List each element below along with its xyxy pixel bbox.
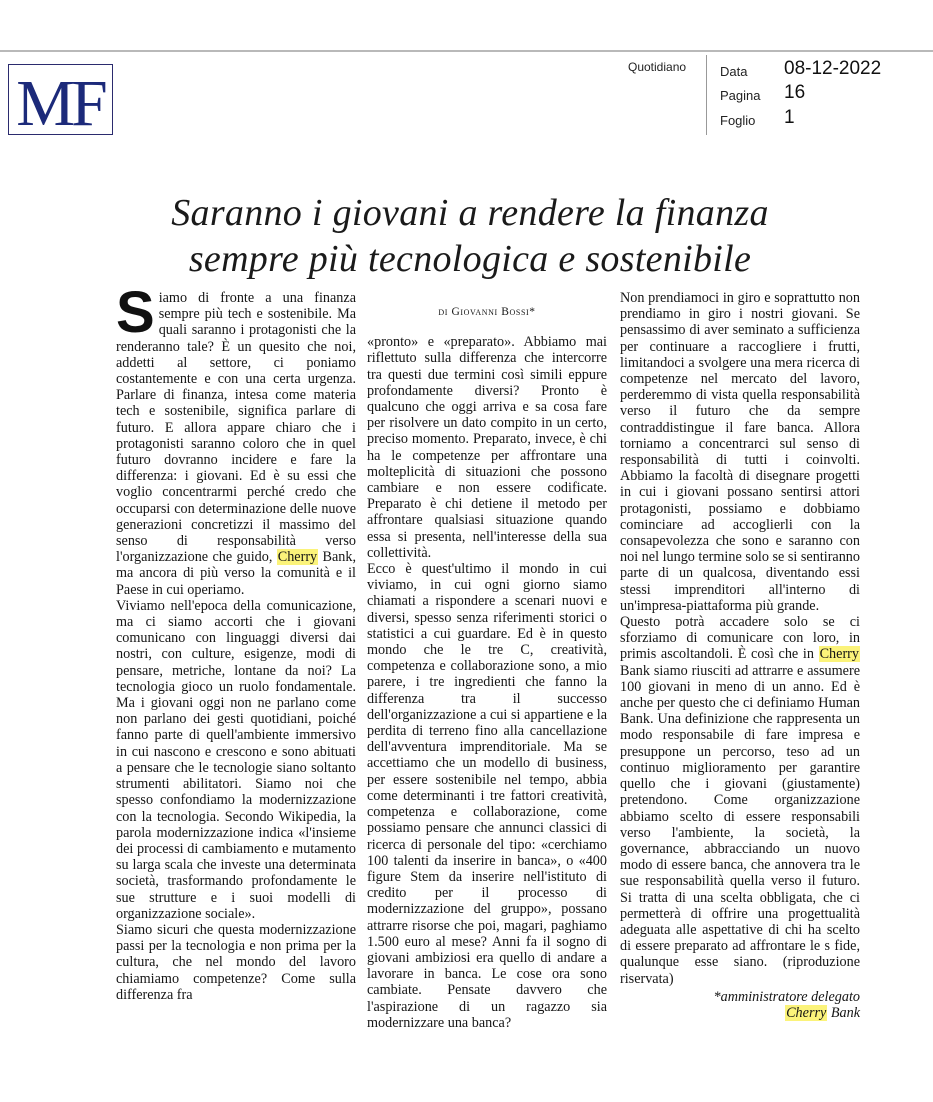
- top-divider: [0, 50, 933, 52]
- paragraph: [116, 280, 356, 598]
- byline-author: Giovanni Bossi*: [451, 306, 536, 318]
- signature: [620, 1005, 860, 1021]
- article-column-2: [367, 290, 607, 1031]
- publication-type: Quotidiano: [628, 60, 687, 74]
- brand-highlight: Cherry: [819, 646, 859, 663]
- paragraph: Siamo sicuri che questa modernizzazione passi per la tecnologia e non prima per la cultura, che nel mondo del lavoro chiamiamo competenze? Come sulla differenza fra: [116, 921, 356, 1003]
- article-headline: [120, 190, 820, 282]
- svg-text:MF: MF: [16, 67, 104, 134]
- signature-role: *amministratore delegato: [713, 988, 860, 1005]
- date-value: 08-12-2022: [784, 58, 882, 79]
- headline-line-1: Saranno i giovani a rendere la finanza: [171, 192, 769, 234]
- brand-highlight: Cherry: [277, 549, 318, 566]
- article-column-1: [116, 280, 356, 1003]
- date-label: Data: [720, 64, 748, 79]
- mf-logo: [8, 64, 113, 135]
- article-column-3: [620, 290, 860, 1021]
- paragraph: «pronto» e «preparato». Abbiamo mai riflettuto sulla differenza che intercorre tra questi due termini così simili eppure profondamente diversi? Pronto è qualcuno che oggi arriva e sa cosa fare per risolvere un dato compito in un certo, preciso momento. Preparato, invece, è chi ha le competenze per affrontare una molteplicità di situazioni che possono cambiare e non essere codificate. Preparato è chi detiene il metodo per affrontare qualsiasi situazione quando essa si presenta, nell'interesse della sua collettività.: [367, 334, 607, 561]
- signature-bank: Bank: [827, 1004, 860, 1021]
- page-value: 16: [784, 82, 806, 103]
- meta-divider: [706, 55, 707, 135]
- drop-cap: S: [116, 280, 155, 345]
- sheet-value: 1: [784, 107, 795, 128]
- paragraph-text: iamo di fronte a una finanza sempre più tech e sostenibile. Ma quali saranno i protagonisti che la renderanno tale? È un quesito che noi, addetti al settore, ci poniamo costantemente e con una certa urgenza. Parlare di finanza, intesa come materia tech e sostenibile, significa parlare di futuro. E allora appare chiaro che i protagonisti saranno coloro che in quel futuro dovranno incidere e fare la differenza: i giovani. Ed è su essi che voglio concentrarmi perché credo che occuparsi con determinazione delle nuove generazioni concretizzi il massimo del senso di responsabilità verso l'organizzazione che guido,: [116, 290, 356, 566]
- byline-prefix: di: [438, 306, 452, 318]
- paragraph-text: Questo potrà accadere solo se ci sforziamo di comunicare con loro, in primis ascoltandoli. È così che in: [620, 614, 860, 663]
- paragraph: [620, 614, 860, 987]
- brand-highlight: Cherry: [786, 1004, 827, 1021]
- paragraph: Viviamo nell'epoca della comunicazione, ma ci siamo accorti che i giovani comunicano con linguaggi diversi dai nostri, con culture, esigenze, modi di pensare, metriche, lontane da noi? La tecnologia gioco un ruolo fondamentale. Ma i giovani oggi non ne parlano come non parlano dei gesti quotidiani, poiché fanno parte di quell'ambiente immersivo in cui nascono e crescono e sono abituati a pensare che le tecnologie siano soltanto strumenti abilitatori. Siamo noi che spesso confondiamo la modernizzazione con la tecnologia. Secondo Wikipedia, la parola modernizzazione indica «l'insieme dei processi di cambiamento e mutamento su larga scala che investe una determinata società, trasformando profondamente le sue strutture e i suoi modelli di organizzazione sociale».: [116, 597, 356, 922]
- sheet-label: Foglio: [720, 113, 756, 128]
- paragraph: Ecco è quest'ultimo il mondo in cui viviamo, in cui ogni giorno siamo chiamati a rispondere a scenari nuovi e diversi, spesso senza riferimenti storici o statistici a cui guardare. Ed è in questo mondo che le tre C, creatività, competenza e collaborazione sono, a mio parere, i tre ingredienti che fanno la differenza tra il successo dell'organizzazione a cui si appartiene e la perdita di terreno fino alla cancellazione dell'avventura imprenditoriale. Ma se accettiamo che un modello di business, per essere sostenibile nel tempo, abbia come determinanti i tre fattori creatività, competenza e collaborazione, come possiamo pensare che annunci classici di ricerca di personale del tipo: «cerchiamo 100 talenti da inserire in banca», o «400 figure Stem da inserire nell'istituto di credito per il processo di modernizzazione del gruppo», possano attrarre risorse che poi, magari, paghiamo 1.500 euro al mese? Anni fa il sogno di giovani ambiziosi era quello di andare a lavorare in banca. Le cose ora sono cambiate. Pensate davvero che l'aspirazione di un ragazzo sia modernizzare una banca?: [367, 561, 607, 1031]
- byline: [367, 304, 607, 320]
- page-label: Pagina: [720, 88, 761, 103]
- paragraph: Non prendiamoci in giro e soprattutto non prendiamo in giro i nostri giovani. Se pensassimo di aver seminato a sufficienza per continuare a raccogliere i frutti, limitandoci a svolgere una mera ricerca di competenze nel mercato del lavoro, perderemmo di vista quella responsabilità verso il futuro che da sempre contraddistingue il fare banca. Allora torniamo a concentrarci sul senso di responsabilità di tutti i coinvolti. Abbiamo la facoltà di disegnare progetti in cui i giovani possano sentirsi attori protagonisti, possiamo e dobbiamo cominciare ad accoglierli con la consapevolezza che sono e saranno con noi nel lungo termine solo se si sentiranno parte di un qualcosa, diventando essi stessi imprenditori all'interno di un'impresa-piattaforma più grande.: [620, 290, 860, 614]
- headline-line-2: sempre più tecnologica e sostenibile: [188, 238, 752, 280]
- paragraph-text: Bank siamo riusciti ad attrarre e assumere 100 giovani in meno di un anno. Ed è anche per questo che ci definiamo Human Bank. Una definizione che rappresenta un modo responsabile di fare impresa e presuppone un percorso, teso ad un continuo miglioramento per garantire quello che i giovani (giustamente) pretendono. Come organizzazione abbiamo scelto di essere responsabili verso l'ambiente, la società, la governance, abbracciando un nuovo modo di essere banca, che annovera tra le sue responsabilità quella verso il futuro. Si tratta di una scelta obbligata, che ci permetterà di offrire una progettualità adeguata alle aspettative di chi ha scelto di essere preparato ad affrontare le s fide, qualunque esse siano. (riproduzione riservata): [620, 662, 860, 987]
- paragraph-text: Bank, ma ancora di più verso la comunità e il Paese in cui operiamo.: [116, 549, 356, 598]
